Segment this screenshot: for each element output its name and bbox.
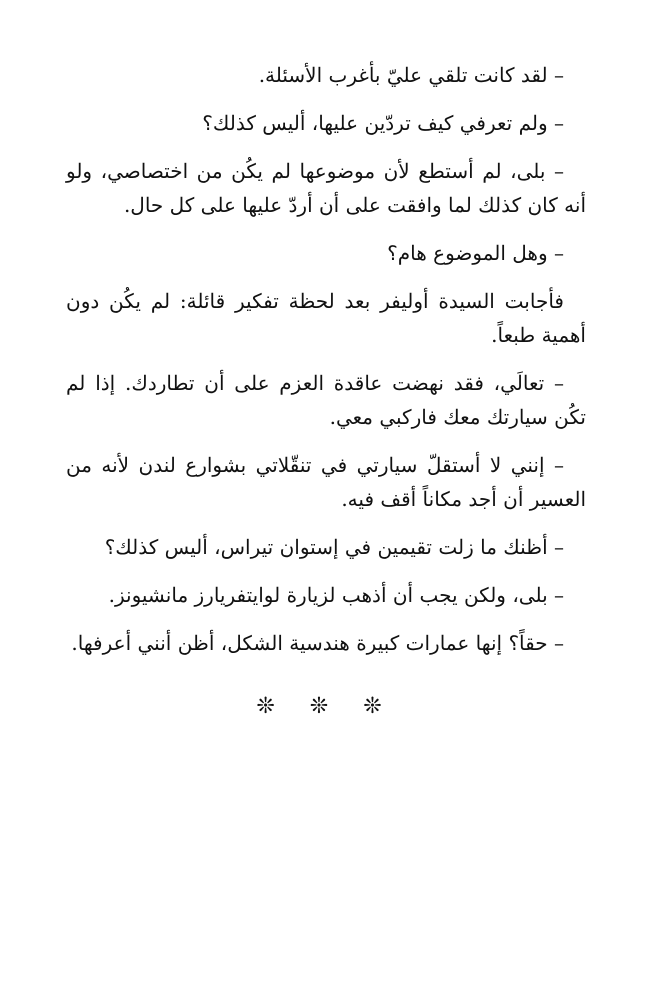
paragraph: – إنني لا أستقلّ سيارتي في تنقّلاتي بشوارع لندن لأنه من العسير أن أجد مكاناً أقف فيه. bbox=[66, 453, 586, 511]
paragraph: – بلى، لم أستطع لأن موضوعها لم يكُن من اختصاصي، ولو أنه كان كذلك لما وافقت على أن أردّ عليها على كل حال. bbox=[66, 159, 586, 217]
paragraph: – حقاً؟ إنها عمارات كبيرة هندسية الشكل، أظن أنني أعرفها. bbox=[71, 631, 564, 655]
document-page bbox=[66, 58, 586, 724]
paragraph: – لقد كانت تلقي عليّ بأغرب الأسئلة. bbox=[258, 63, 564, 87]
paragraph: فأجابت السيدة أوليفر بعد لحظة تفكير قائلة: لم يكُن دون أهمية طبعاً. bbox=[66, 289, 586, 347]
paragraph: – بلى، ولكن يجب أن أذهب لزيارة لوايتفريارز مانشيونز. bbox=[108, 583, 564, 607]
paragraph: – أظنك ما زلت تقيمين في إستوان تيراس، أليس كذلك؟ bbox=[104, 535, 564, 559]
paragraph: – وهل الموضوع هام؟ bbox=[387, 241, 564, 265]
section-separator: ❊ ❊ ❊ bbox=[256, 694, 396, 719]
paragraph: – تعالَي، فقد نهضت عاقدة العزم على أن تطاردك. إذا لم تكُن سيارتك معك فاركبي معي. bbox=[66, 371, 586, 429]
paragraph: – ولم تعرفي كيف تردّين عليها، أليس كذلك؟ bbox=[202, 111, 564, 135]
